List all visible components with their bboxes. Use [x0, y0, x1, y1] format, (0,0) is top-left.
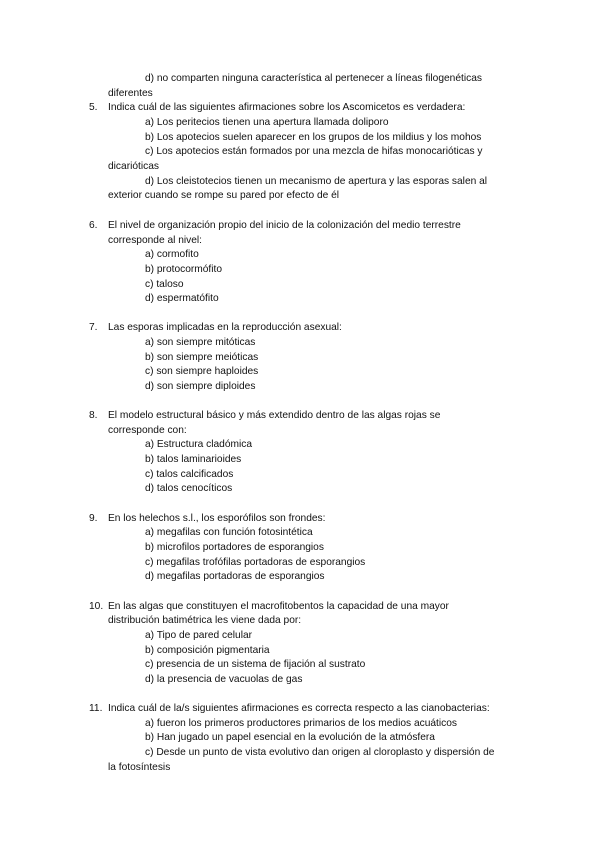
question-stem: El modelo estructural básico y más extendido dentro de las algas rojas se: [108, 410, 441, 421]
question-stem-continued: corresponde con:: [108, 425, 187, 436]
option-c-continued: la fotosíntesis: [108, 762, 171, 773]
question-number: 6.: [89, 220, 98, 231]
question-stem: Indica cuál de la/s siguientes afirmaciones es correcta respecto a las cianobacterias:: [108, 703, 490, 714]
option-c: c) Los apotecios están formados por una mezcla de hifas monocarióticas y: [145, 146, 483, 157]
question-number: 9.: [89, 513, 98, 524]
question-number: 11.: [89, 703, 103, 714]
option-b: b) son siempre meióticas: [145, 352, 259, 363]
option-d-continued: exterior cuando se rompe su pared por efecto de él: [108, 190, 340, 201]
question-number: 7.: [89, 322, 98, 333]
option-b: b) composición pigmentaria: [145, 645, 270, 656]
option-c: c) taloso: [145, 279, 184, 290]
option-a: a) megafilas con función fotosintética: [145, 527, 313, 538]
question-stem-continued: distribución batimétrica les viene dada por:: [108, 615, 302, 626]
option-b: b) Han jugado un papel esencial en la evolución de la atmósfera: [145, 732, 435, 743]
option-a: a) son siempre mitóticas: [145, 337, 256, 348]
question-stem: En los helechos s.l., los esporófilos son frondes:: [108, 513, 326, 524]
question-number: 5.: [89, 102, 98, 113]
option-a: a) fueron los primeros productores primarios de los medios acuáticos: [145, 718, 457, 729]
question-number: 8.: [89, 410, 98, 421]
option-b: b) microfilos portadores de esporangios: [145, 542, 324, 553]
question-stem: Las esporas implicadas en la reproducción asexual:: [108, 322, 342, 333]
option-d: d) espermatófito: [145, 293, 219, 304]
option-b: b) protocormófito: [145, 264, 223, 275]
option-b: b) Los apotecios suelen aparecer en los grupos de los mildius y los mohos: [145, 132, 482, 143]
option-a: a) cormofito: [145, 249, 199, 260]
question-stem: El nivel de organización propio del inicio de la colonización del medio terrestre: [108, 220, 461, 231]
option-d: d) talos cenocíticos: [145, 483, 233, 494]
question-number: 10.: [89, 601, 104, 612]
question-stem-continued: corresponde al nivel:: [108, 235, 203, 246]
option-d: d) la presencia de vacuolas de gas: [145, 674, 303, 685]
option-a: a) Tipo de pared celular: [145, 630, 253, 641]
option-d: d) Los cleistotecios tienen un mecanismo de apertura y las esporas salen al: [145, 176, 488, 187]
option-line-continued: diferentes: [108, 88, 153, 99]
option-c: c) presencia de un sistema de fijación al sustrato: [145, 659, 366, 670]
option-c: c) megafilas trofófilas portadoras de esporangios: [145, 557, 366, 568]
option-b: b) talos laminarioides: [145, 454, 242, 465]
option-d: d) son siempre diploides: [145, 381, 256, 392]
option-c: c) Desde un punto de vista evolutivo dan origen al cloroplasto y dispersión de: [145, 747, 495, 758]
option-d: d) megafilas portadoras de esporangios: [145, 571, 325, 582]
option-c-continued: dicarióticas: [108, 161, 159, 172]
option-c: c) son siempre haploides: [145, 366, 259, 377]
option-line: d) no comparten ninguna característica al pertenecer a líneas filogenéticas: [145, 73, 482, 84]
option-a: a) Estructura cladómica: [145, 439, 253, 450]
question-stem: En las algas que constituyen el macrofitobentos la capacidad de una mayor: [108, 601, 449, 612]
option-c: c) talos calcificados: [145, 469, 234, 480]
question-stem: Indica cuál de las siguientes afirmaciones sobre los Ascomicetos es verdadera:: [108, 102, 466, 113]
option-a: a) Los peritecios tienen una apertura llamada doliporo: [145, 117, 389, 128]
